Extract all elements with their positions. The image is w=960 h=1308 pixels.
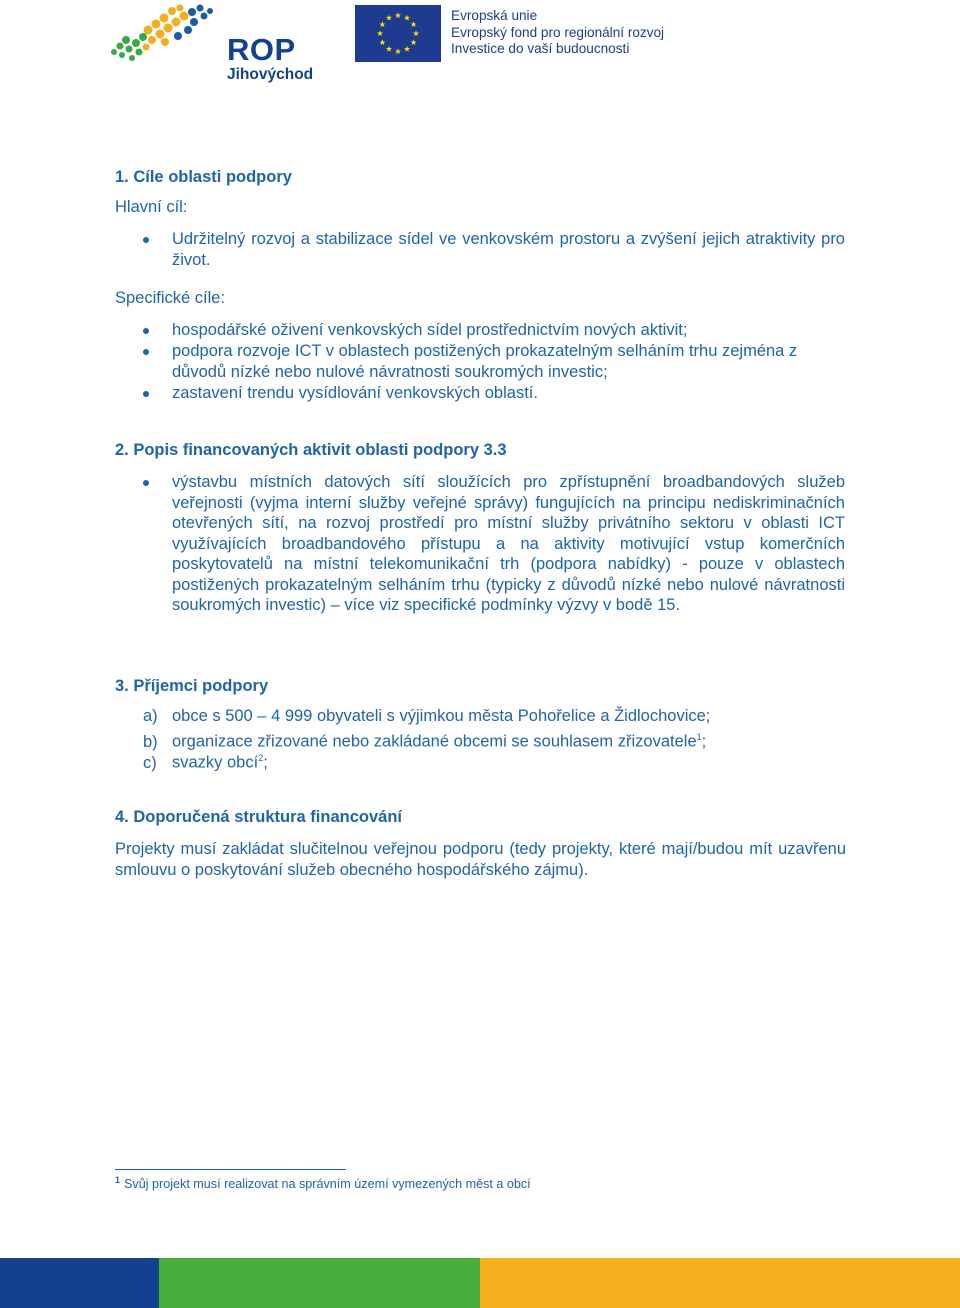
- specific-goal-item: podpora rozvoje ICT v oblastech postižených prokazatelným selháním trhu zejména z důvodů nízké nebo nulové návratnosti soukromých investic;: [172, 342, 798, 381]
- recipient-item-c: [143, 748, 268, 773]
- footnote: [115, 1175, 531, 1191]
- item-punct: ;: [263, 753, 268, 772]
- footnote-text: Svůj projekt musí realizovat na správním území vymezených měst a obcí: [124, 1177, 531, 1192]
- footnote-number: 1: [115, 1175, 121, 1185]
- specific-goals-label: Specifické cíle:: [115, 289, 226, 307]
- section-3-title: 3. Příjemci podpory: [115, 677, 269, 695]
- item-text: obce s 500 – 4 999 obyvateli s výjimkou města Pohořelice a Židlochovice;: [172, 707, 711, 725]
- financing-paragraph: Projekty musí zakládat slučitelnou veřejnou podporu (tedy projekty, které mají/budou mít uzavřenu smlouvu o poskytování služeb obecného hospodářského zájmu).: [115, 840, 846, 879]
- section-1-title: 1. Cíle oblasti podpory: [115, 168, 292, 186]
- item-text: organizace zřizované nebo zakládané obcemi se souhlasem zřizovatele: [172, 732, 697, 751]
- bullet-icon: [143, 237, 149, 243]
- main-goal-item: Udržitelný rozvoj a stabilizace sídel ve venkovském prostoru a zvýšení jejich atraktivity pro život.: [172, 230, 845, 269]
- footer-segment-yellow: [480, 1258, 960, 1308]
- recipient-item-a: [143, 706, 710, 727]
- footer-color-bar: [0, 1258, 960, 1308]
- eu-line-3: Investice do vaší budoucnosti: [451, 41, 630, 56]
- item-letter: c): [143, 753, 157, 772]
- eu-text-block: [451, 8, 664, 58]
- bullet-icon: [143, 480, 149, 486]
- specific-goal-item: hospodářské oživení venkovských sídel prostřednictvím nových aktivit;: [172, 321, 688, 339]
- eu-line-2: Evropský fond pro regionální rozvoj: [451, 24, 665, 40]
- eu-line-1: Evropská unie: [451, 8, 538, 23]
- rop-logo-name: ROP: [227, 32, 296, 67]
- rop-logo-region: Jihovýchod: [227, 66, 314, 83]
- item-punct: ;: [701, 732, 707, 751]
- footer-segment-green: [159, 1258, 480, 1308]
- item-letter: b): [143, 732, 158, 751]
- item-letter: a): [143, 707, 158, 725]
- item-text: svazky obcí: [172, 753, 259, 772]
- footnote-ref[interactable]: 2: [258, 753, 264, 763]
- section-2-title: 2. Popis financovaných aktivit oblasti podpory 3.3: [115, 441, 507, 459]
- bullet-icon: [143, 349, 149, 355]
- bullet-icon: [143, 391, 149, 397]
- bullet-icon: [143, 328, 149, 334]
- rop-logo-text: [227, 33, 313, 83]
- section-4-title: 4. Doporučená struktura financování: [115, 808, 402, 826]
- main-goal-label: Hlavní cíl:: [115, 198, 188, 216]
- eu-flag-icon: [355, 5, 441, 62]
- footnote-divider: [115, 1169, 346, 1170]
- specific-goal-item: zastavení trendu vysídlování venkovských oblastí.: [172, 384, 538, 402]
- footnote-ref[interactable]: 1: [696, 732, 702, 742]
- footer-segment-blue: [0, 1258, 159, 1308]
- activity-item: výstavbu místních datových sítí sloužících pro zpřístupnění broadbandových služeb veřejnosti (vyjma interní služby veřejné správy) fungujících na principu nediskriminačních otevřených sítí, na rozvoj prostředí pro místní služby privátního sektoru v oblasti ICT využívajících broadbandového přístupu a na aktivity motivující vstup komerčních poskytovatelů na místní telekomunikační trh (podpora nabídky) - pouze v oblastech postižených prokazatelným selháním trhu (typicky z důvodů nízké nebo nulové návratnosti soukromých investic) – více viz specifické podmínky výzvy v bodě 15.: [172, 473, 845, 614]
